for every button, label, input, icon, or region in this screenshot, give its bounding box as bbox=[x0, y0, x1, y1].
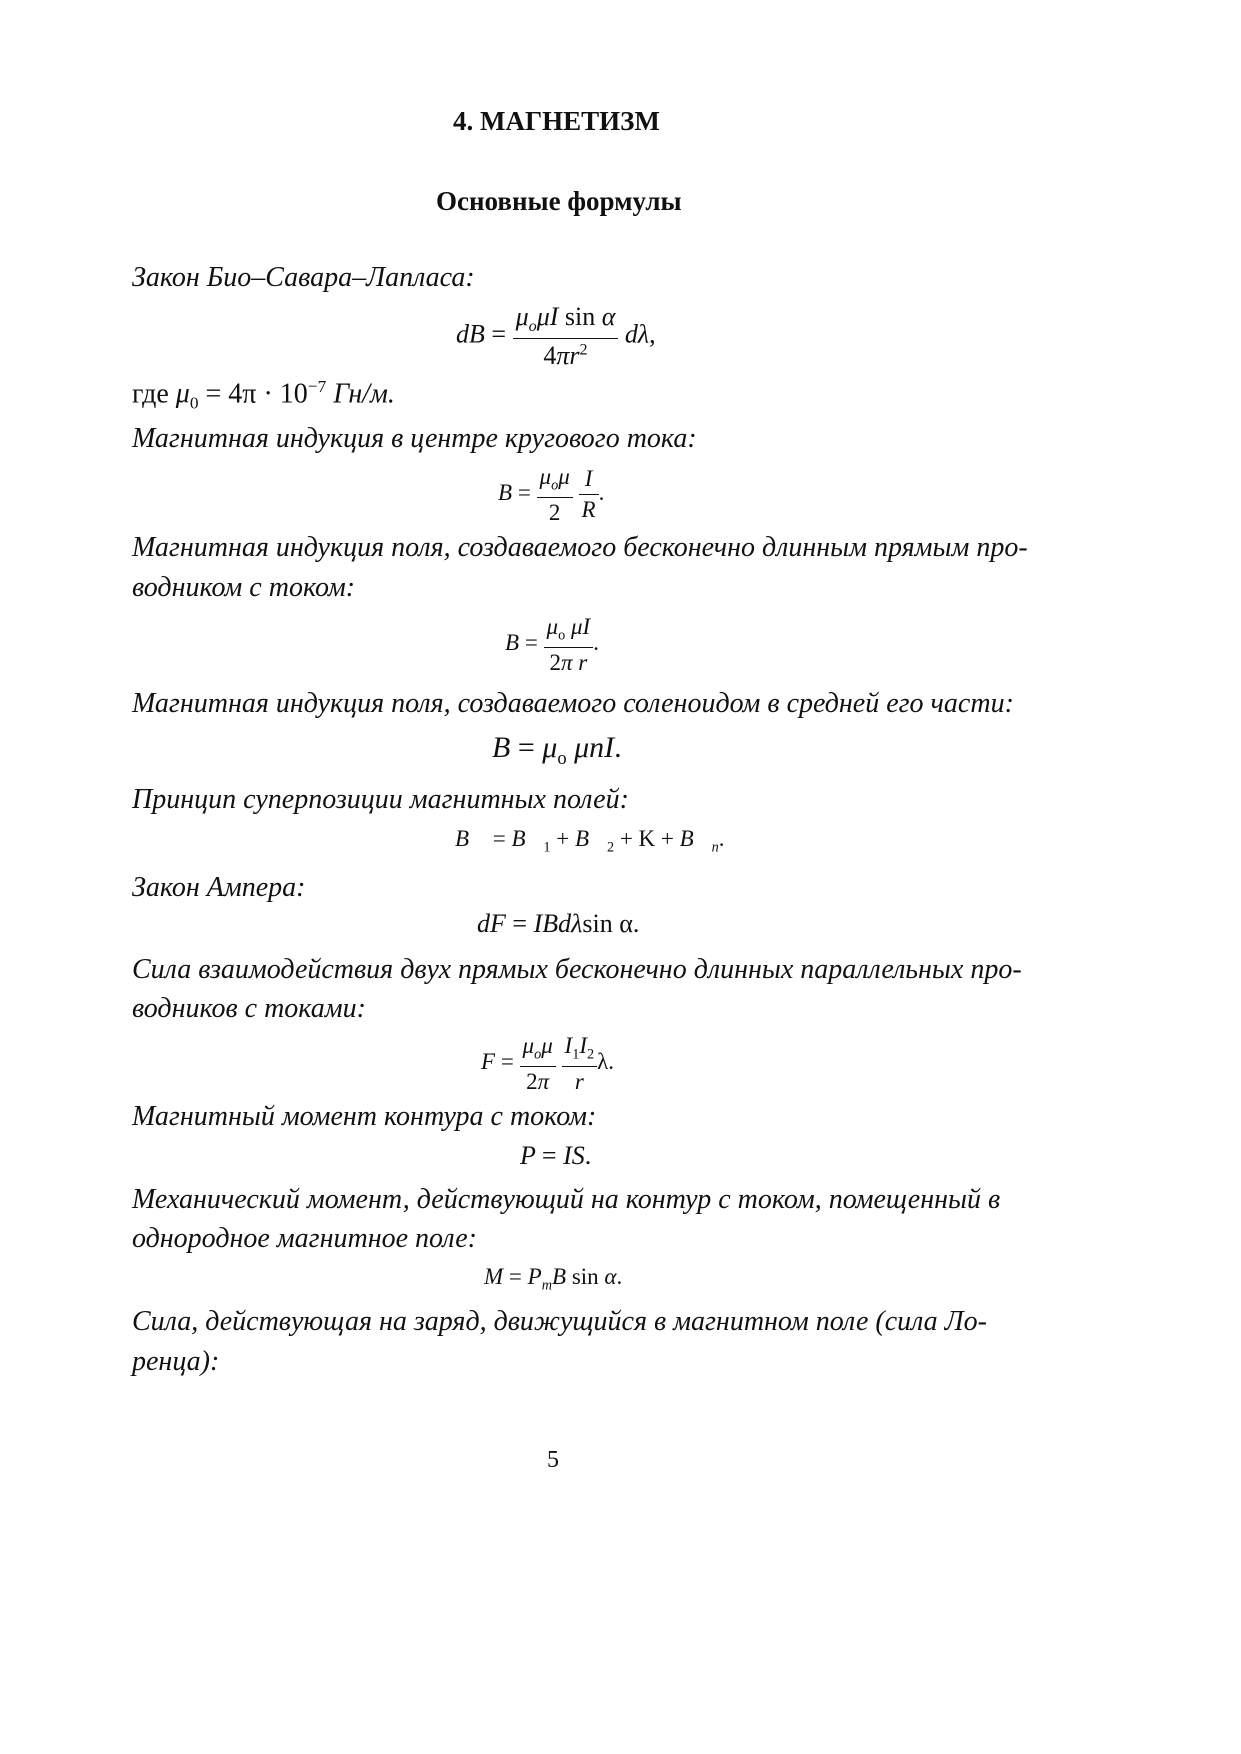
mu0-unit: Гн/м. bbox=[333, 378, 395, 410]
torque-label-1: Механический момент, действующий на контур с током, помещенный в bbox=[132, 1184, 1001, 1215]
page-number: 5 bbox=[547, 1447, 559, 1473]
torque-label-2: однородное магнитное поле: bbox=[132, 1223, 477, 1254]
chapter-number: 4. bbox=[453, 106, 474, 136]
lorentz-label-2: ренца): bbox=[132, 1346, 220, 1377]
chapter-heading bbox=[453, 106, 660, 137]
superposition-formula: B⃗ = $B⃗_1$ + $B⃗_2 + K$ + $B⃗_n$. bbox=[455, 826, 725, 856]
magnetic-moment-formula: P = IS. bbox=[520, 1141, 592, 1170]
biot-savart-label: Закон Био–Савара–Лапласа: bbox=[132, 262, 475, 293]
mu0-note: где $\mu_0 = 4\pi \cdot 10^{-7}$ Гн/м. bbox=[132, 377, 395, 413]
circular-current-formula: B = $\frac{\mu_o\mu}{2}$ $\frac{I}{R}$ . bbox=[498, 464, 605, 525]
ampere-label: Закон Ампера: bbox=[132, 872, 306, 903]
circular-current-label: Магнитная индукция в центре кругового тока: bbox=[132, 423, 697, 454]
parallel-conductors-label-1: Сила взаимодействия двух прямых бесконечно длинных параллельных про- bbox=[132, 954, 1022, 985]
parallel-conductors-formula: F = $\frac{\mu_o\mu}{2\pi}$ $\frac{I_1I_2}{r}$ λ. bbox=[481, 1033, 615, 1094]
straight-wire-formula: B = $\frac{\mu_o \mu I}{\text{2π r}}$ . bbox=[505, 614, 599, 675]
magnetic-moment-label: Магнитный момент контура с током: bbox=[132, 1101, 597, 1132]
lorentz-label-1: Сила, действующая на заряд, движущийся в магнитном поле (сила Ло- bbox=[132, 1306, 987, 1337]
section-subtitle: Основные формулы bbox=[436, 186, 682, 216]
mu0-value: = 4π · 10 bbox=[205, 378, 308, 410]
biot-savart-formula: dB = $\frac{\mu_o\mu I \sin \alpha}{4\pi r^2}$ dλ, bbox=[456, 302, 656, 371]
solenoid-label: Магнитная индукция поля, создаваемого соленоидом в средней его части: bbox=[132, 688, 1014, 719]
straight-wire-label-1: Магнитная индукция поля, создаваемого бесконечно длинным прямым про- bbox=[132, 532, 1028, 563]
superposition-label: Принцип суперпозиции магнитных полей: bbox=[132, 784, 629, 815]
torque-formula: $M = P_mB$ sin α. bbox=[484, 1264, 623, 1294]
straight-wire-label-2: водником с током: bbox=[132, 572, 356, 603]
mu0-prefix: где bbox=[132, 378, 169, 410]
parallel-conductors-label-2: водников с токами: bbox=[132, 993, 366, 1024]
chapter-title: МАГНЕТИЗМ bbox=[480, 106, 660, 136]
ampere-formula: dF = IBdλsin α. bbox=[477, 909, 640, 938]
mu0-exponent: −7 bbox=[307, 377, 327, 396]
solenoid-formula: $B = \mu_o$ μnI. bbox=[492, 731, 622, 769]
